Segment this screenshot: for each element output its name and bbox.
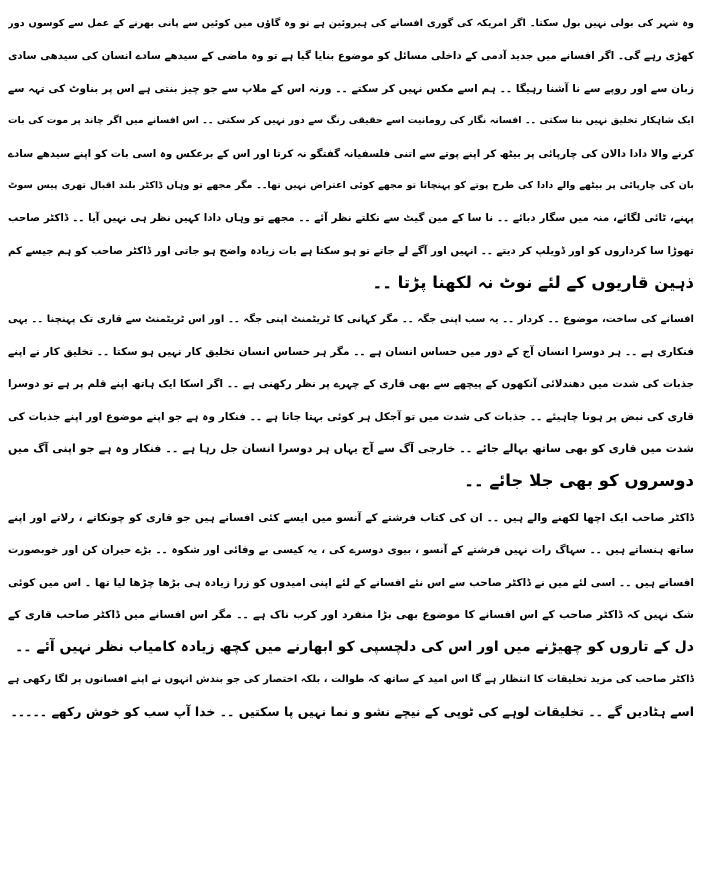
text-line: جذبات کی شدت میں دھندلائی آنکھوں کے پیچھے سے بھی قاری کے چہرے پر نظر رکھنی ہے ۔۔ اگر اسکا ایک ہاتھ اپنے قلم پر ہے تو دوسرا (8, 378, 694, 391)
text-line: فنکاری ہے ۔۔ ہر دوسرا انسان آج کے دور میں حساس انسان ہے ۔۔ مگر ہر حساس انسان تخلیق کار نہیں ہو سکتا ۔۔ تخلیق کار نے اپنے (8, 345, 694, 358)
text-line: شک نہیں کہ ڈاکٹر صاحب کے اس افسانے کا موضوع بھی بڑا منفرد اور کرب ناک ہے ۔۔ مگر اس افسانے میں ڈاکٹر صاحب قاری کے (8, 608, 694, 622)
text-line: شدت میں قاری کو بھی ساتھ بہالے جائے ۔۔ خارجی آگ سے آج یہاں ہر دوسرا انسان جل رہا ہے ۔۔ فنکار وہ ہے جو اپنی آگ میں (8, 442, 694, 456)
text-line: ذہین قاریوں کے لئے نوٹ نہ لکھنا پڑتا ۔۔ (372, 273, 694, 293)
text-line: دل کے تاروں کو چھیڑنے میں اور اس کی دلچسپی کو ابھارنے میں کچھ زیادہ کامیاب نظر نہیں آئے ۔۔ (15, 639, 694, 656)
text-line: ڈاکٹر صاحب ایک اچھا لکھنے والے ہیں ۔۔ ان کی کتاب فرشتے کے آنسو میں ایسے کئی افسانے ہیں جو قاری کو چونکاتے ، رلاتے اور اپنے (8, 511, 694, 524)
text-line: تھوڑا سا کرداروں کو اور ڈویلپ کر دیتے ۔۔ انہیں اور آگے لے جاتے تو ہو سکتا ہے بات زیادہ واضح ہو جاتی اور ڈاکٹر صاحب کو ہم جیسے کم (8, 244, 694, 257)
text-line: زبان سے اور روپے سے نا آشنا رہیگا ۔۔ ہم اسے مکس نہیں کر سکتے ۔۔ ورنہ اس کے ملاپ سے جو چیز بنتی ہے اس پر بناوٹ کی تہہ سے (8, 82, 694, 95)
text-line: وہ شہر کی بولی نہیں بول سکتا۔ اگر امریکہ کی گوری افسانے کی ہیروئین ہے تو وہ گاؤں میں کوئیں سے پانی بھرنے کے عمل سے کوسوں دور (8, 18, 694, 29)
text-line: پہنے، ٹائی لگائے، منہ میں سگار دبائے ۔۔ نا سا کے مین گیٹ سے نکلتے نظر آئے ۔۔ مجھے تو وہاں دادا کہیں نظر ہی نہیں آیا ۔۔ ڈاکٹر صاحب (8, 212, 694, 225)
text-line: ساتھ ہنساتے ہیں ۔۔ سہاگ رات نہیں فرشتے کے آنسو ، بیوی دوسرے کی ، یہ کیسی بے وفائی اور شکوہ ۔۔ بڑے حیران کن اور خوبصورت (8, 544, 694, 557)
paragraph-2 (8, 304, 694, 498)
text-line: بان کی چارپائی پر بیٹھے والے دادا کی طرح پوتے کو پہنچاتا تو مجھے کوئی اعتراض نہیں تھا۔۔ مگر مجھے تو وہاں ڈاکٹر بلند اقبال تھری پیس سوٹ (8, 179, 694, 191)
text-line: قاری کی نبض پر ہونا چاہیئے ۔۔ جذبات کی شدت میں تو آجکل ہر کوئی بہتا جاتا ہے ۔۔ فنکار وہ ہے جو اپنے موضوع اور اپنے جذبات کی (8, 410, 694, 423)
text-line: ڈاکٹر صاحب کی مزید تخلیقات کا انتظار ہے گا اس امید کے ساتھ کہ طوالت ، بلکہ اختصار کی جو بندش انہوں نے اپنے افسانوں پر لگا رکھی ہے (8, 673, 694, 685)
paragraph-3 (8, 502, 694, 729)
text-line: افسانے کی ساخت، موضوع ۔۔ کردار ۔۔ یہ سب اپنی جگہ ۔۔ مگر کہانی کا ٹریٹمنٹ اپنی جگہ ۔۔ اور اس ٹریٹمنٹ سے قاری تک پہنچنا ۔۔ یہی (8, 313, 694, 325)
text-line: افسانے ہیں ۔۔ اسی لئے میں نے ڈاکٹر صاحب سے اس نئے افسانے کے لئے اپنی امیدوں کو زرا زیادہ ہی بڑھا چڑھا لیا تھا ۔ اس میں کوئی (8, 576, 694, 589)
text-line: دوسروں کو بھی جلا جائے ۔۔ (464, 471, 694, 491)
paragraph-1 (8, 8, 694, 300)
text-line: اسے ہٹادیں گے ۔۔ تخلیقات لوہے کی ٹوپی کے نیچے نشو و نما نہیں پا سکتیں ۔۔ خدا آپ سب کو خوش رکھے ۔۔۔۔۔ (10, 704, 694, 720)
text-line: کھڑی رہے گی۔ اگر افسانے میں جدید آدمی کے داخلی مسائل کو موضوع بنایا گیا ہے تو وہ ماضی کے سیدھے سادے انسان کی سیدھی سادی (8, 50, 694, 63)
text-line: ایک شاہکار تخلیق نہیں بنا سکتی ۔۔ افسانہ نگار کی رومانیت اسے حقیقی رنگ سے دور نہیں کر سکتی ۔۔ اس افسانے میں اگر چاند پر موت کی بات (8, 115, 694, 127)
text-line: کرنے والا دادا دالان کی چارپائی پر بیٹھ کر اپنے پوتے سے اتنی فلسفیانہ گفتگو نہ کرتا اور اس کے برعکس وہ اسی بات کو اپنے سیدھے سادے (8, 147, 694, 160)
